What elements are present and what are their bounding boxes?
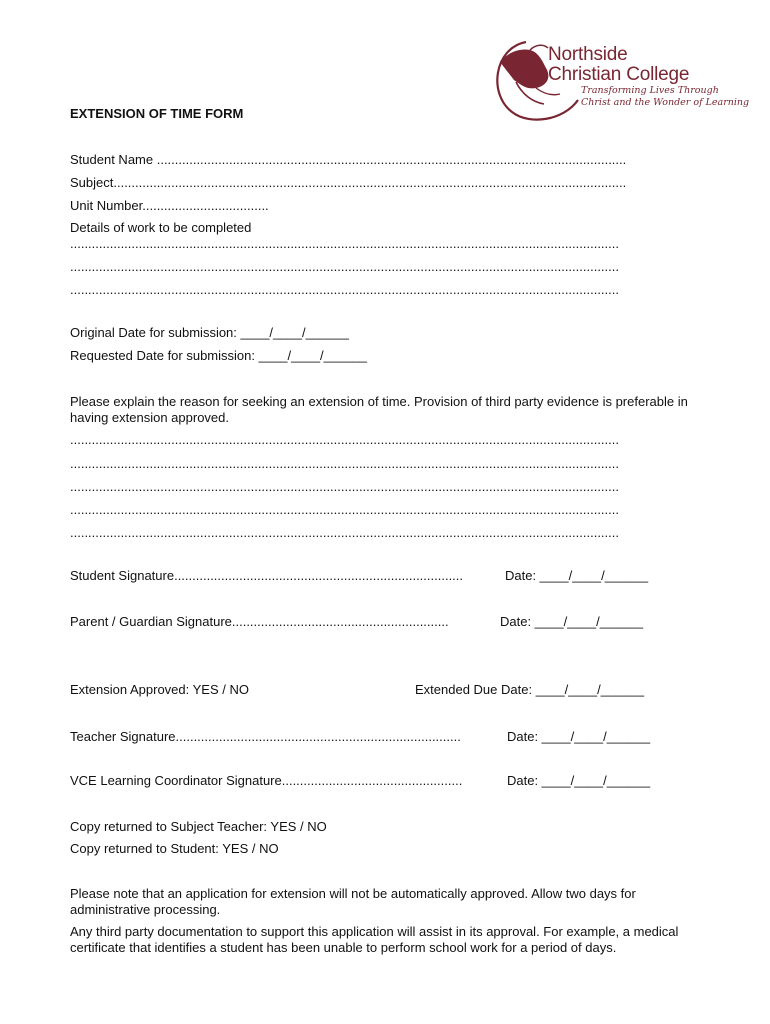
- copy-returned-teacher[interactable]: Copy returned to Subject Teacher: YES / NO: [70, 819, 327, 834]
- requested-date-field[interactable]: Requested Date for submission: ____/____/______: [70, 348, 368, 363]
- extended-due-date-field[interactable]: Extended Due Date: ____/____/______: [415, 682, 645, 697]
- student-signature-field[interactable]: Student Signature................................................................................: [70, 568, 464, 583]
- unit-number-field[interactable]: Unit Number...................................: [70, 198, 269, 213]
- teacher-signature-date[interactable]: Date: ____/____/______: [507, 729, 651, 744]
- reason-line-3[interactable]: ........................................................................................................................................................: [70, 479, 619, 494]
- vce-coordinator-signature-field[interactable]: VCE Learning Coordinator Signature..................................................: [70, 773, 463, 788]
- reason-line-1[interactable]: ........................................................................................................................................................: [70, 432, 619, 447]
- details-line-2[interactable]: ........................................................................................................................................................: [70, 259, 619, 274]
- reason-line-5[interactable]: ........................................................................................................................................................: [70, 525, 619, 540]
- form-title: EXTENSION OF TIME FORM: [70, 106, 244, 121]
- reason-line-2[interactable]: ........................................................................................................................................................: [70, 456, 619, 471]
- original-date-field[interactable]: Original Date for submission: ____/____/______: [70, 325, 349, 340]
- details-label: Details of work to be completed: [70, 220, 252, 235]
- tagline-line1: Transforming Lives Through: [581, 85, 719, 96]
- copy-returned-student[interactable]: Copy returned to Student: YES / NO: [70, 841, 279, 856]
- vce-coordinator-signature-date[interactable]: Date: ____/____/______: [507, 773, 651, 788]
- student-signature-date[interactable]: Date: ____/____/______: [505, 568, 649, 583]
- teacher-signature-field[interactable]: Teacher Signature...............................................................................: [70, 729, 461, 744]
- college-name-line1: Northside: [548, 44, 628, 65]
- note-processing: Please note that an application for extension will not be automatically approved. Allow two days for administrative processing.: [70, 886, 636, 917]
- details-line-3[interactable]: ........................................................................................................................................................: [70, 282, 619, 297]
- college-name-line2: Christian College: [548, 64, 690, 85]
- parent-signature-field[interactable]: Parent / Guardian Signature............................................................: [70, 614, 449, 629]
- tagline-line2: Christ and the Wonder of Learning: [581, 97, 750, 108]
- note-documentation: Any third party documentation to support this application will assist in its approval. For example, a medical certificate that identifies a student has been unable to perform school work for a period of days.: [70, 924, 679, 955]
- details-line-1[interactable]: ........................................................................................................................................................: [70, 236, 619, 251]
- extension-approved-field[interactable]: Extension Approved: YES / NO: [70, 682, 249, 697]
- reason-line-4[interactable]: ........................................................................................................................................................: [70, 502, 619, 517]
- student-name-field[interactable]: Student Name ..................................................................................................................................: [70, 152, 627, 167]
- parent-signature-date[interactable]: Date: ____/____/______: [500, 614, 644, 629]
- reason-instructions: Please explain the reason for seeking an extension of time. Provision of third party evidence is preferable in having extension approved.: [70, 394, 688, 425]
- subject-field[interactable]: Subject..............................................................................................................................................: [70, 175, 627, 190]
